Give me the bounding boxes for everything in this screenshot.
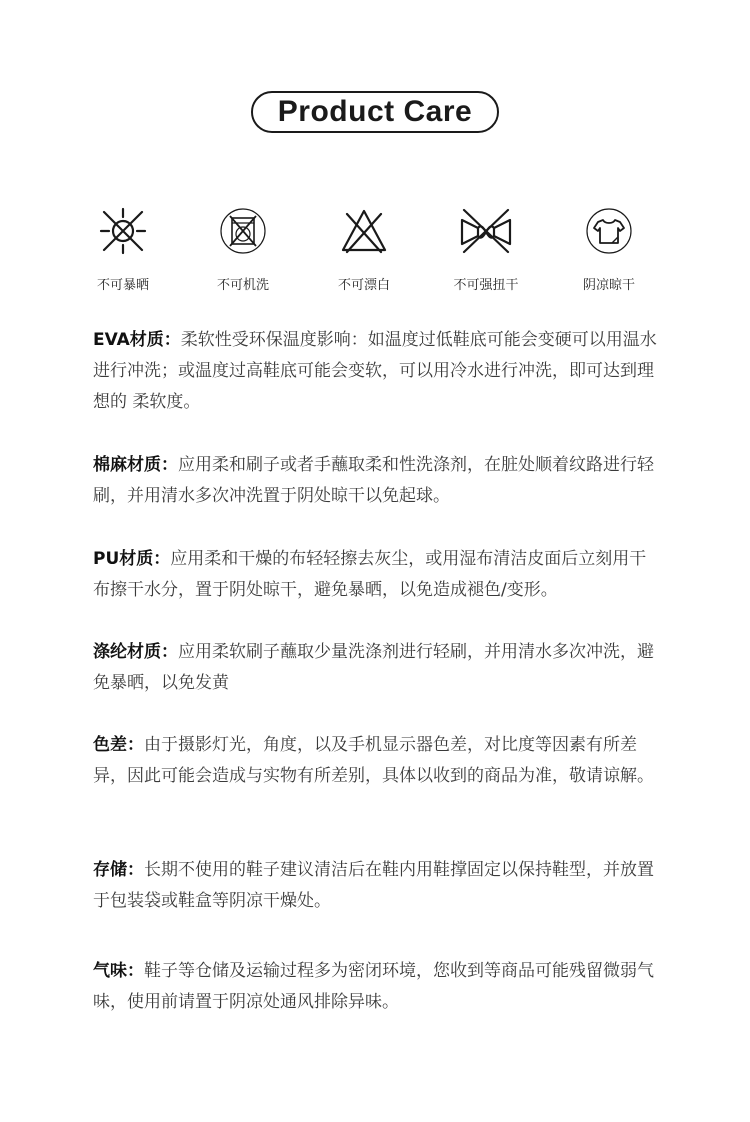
page-title: Product Care bbox=[251, 91, 499, 133]
section-heading: 色差： bbox=[93, 735, 144, 755]
care-item-no-sun bbox=[63, 206, 183, 293]
section-body: 长期不使用的鞋子建议清洁后在鞋内用鞋撑固定以保持鞋型，并放置于包装袋或鞋盒等阴凉干燥处。 bbox=[93, 860, 654, 911]
section-heading: 棉麻材质： bbox=[93, 455, 178, 475]
care-label: 阴凉晾干 bbox=[582, 278, 635, 293]
section-odor bbox=[93, 956, 658, 1018]
section-heading: 涤纶材质： bbox=[93, 642, 178, 662]
section-color-difference bbox=[93, 730, 658, 792]
care-label: 不可暴晒 bbox=[96, 278, 149, 293]
section-body: 应用柔和干燥的布轻轻擦去灰尘，或用湿布清洁皮面后立刻用干布擦干水分，置于阴处晾干，避免暴晒，以免造成褪色/变形。 bbox=[93, 549, 647, 600]
section-heading: 存储： bbox=[93, 860, 144, 880]
section-storage bbox=[93, 855, 658, 917]
section-heading: PU材质： bbox=[93, 549, 171, 569]
section-pu bbox=[93, 544, 658, 606]
section-body: 应用柔和刷子或者手蘸取柔和性洗涤剂，在脏处顺着纹路进行轻刷，并用清水多次冲洗置于阴处晾干以免起球。 bbox=[93, 455, 654, 506]
section-heading: EVA材质： bbox=[93, 330, 181, 350]
care-label: 不可机洗 bbox=[216, 278, 269, 293]
section-body: 由于摄影灯光，角度，以及手机显示器色差，对比度等因素有所差异，因此可能会造成与实物有所差别，具体以收到的商品为准，敬请谅解。 bbox=[93, 735, 654, 786]
section-body: 鞋子等仓储及运输过程多为密闭环境，您收到等商品可能残留微弱气味，使用前请置于阴凉处通风排除异味。 bbox=[93, 961, 654, 1012]
section-cotton-linen bbox=[93, 450, 658, 512]
care-item-shade-dry bbox=[549, 206, 669, 293]
care-label: 不可强扭干 bbox=[453, 278, 519, 293]
no-machine-wash-icon bbox=[218, 206, 268, 256]
section-body: 柔软性受环保温度影响：如温度过低鞋底可能会变硬可以用温水进行冲洗；或温度过高鞋底可能会变软，可以用冷水进行冲洗，即可达到理想的 柔软度。 bbox=[93, 330, 657, 412]
no-sun-icon bbox=[98, 206, 148, 256]
section-body: 应用柔软刷子蘸取少量洗涤剂进行轻刷，并用清水多次冲洗，避免暴晒，以免发黄 bbox=[93, 642, 654, 693]
title-container bbox=[0, 91, 750, 133]
section-eva bbox=[93, 325, 658, 418]
care-item-no-wring bbox=[426, 206, 546, 293]
no-bleach-icon bbox=[339, 206, 389, 256]
care-item-no-bleach bbox=[304, 206, 424, 293]
section-heading: 气味： bbox=[93, 961, 144, 981]
shade-dry-icon bbox=[584, 206, 634, 256]
care-item-no-machine-wash bbox=[183, 206, 303, 293]
no-wring-icon bbox=[458, 206, 514, 256]
section-polyester bbox=[93, 637, 658, 699]
care-label: 不可漂白 bbox=[337, 278, 390, 293]
